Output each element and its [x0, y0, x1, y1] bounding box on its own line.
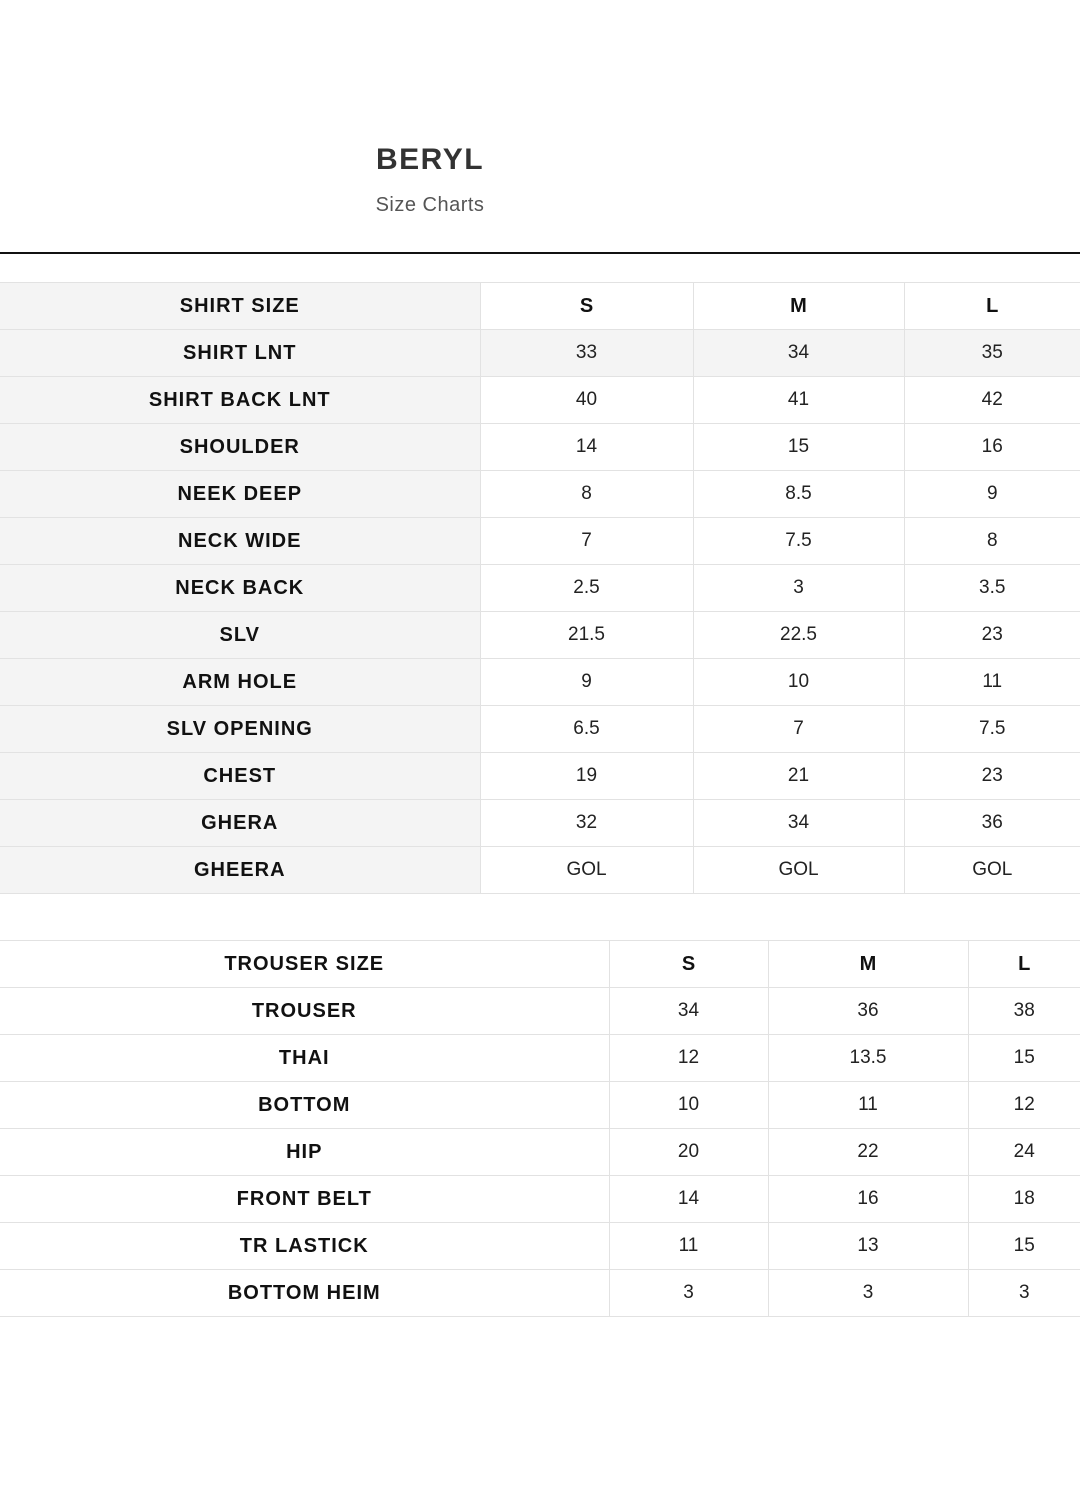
shirt-table-row	[0, 706, 1080, 753]
trouser-row-label: BOTTOM HEIM	[0, 1270, 609, 1317]
trouser-table-row	[0, 988, 1080, 1035]
shirt-measurement-cell: 3	[693, 565, 904, 612]
shirt-measurement-cell: 7.5	[904, 706, 1080, 753]
trouser-measurement-cell: 12	[609, 1035, 768, 1082]
trouser-measurement-cell: 13	[768, 1223, 968, 1270]
trouser-row-label: TR LASTICK	[0, 1223, 609, 1270]
shirt-size-header-s: S	[480, 283, 693, 330]
trouser-measurement-cell: 13.5	[768, 1035, 968, 1082]
trouser-table-row	[0, 1082, 1080, 1129]
shirt-measurement-cell: 2.5	[480, 565, 693, 612]
trouser-size-header-s: S	[609, 941, 768, 988]
trouser-row-label: THAI	[0, 1035, 609, 1082]
page-title: BERYL	[375, 143, 485, 176]
shirt-size-header-l: L	[904, 283, 1080, 330]
shirt-measurement-cell: 33	[480, 330, 693, 377]
shirt-measurement-cell: 41	[693, 377, 904, 424]
shirt-measurement-cell: 34	[693, 330, 904, 377]
shirt-measurement-cell: GOL	[693, 847, 904, 894]
trouser-measurement-cell: 22	[768, 1129, 968, 1176]
shirt-measurement-cell: 34	[693, 800, 904, 847]
shirt-measurement-cell: 6.5	[480, 706, 693, 753]
trouser-measurement-cell: 11	[609, 1223, 768, 1270]
shirt-table-row	[0, 565, 1080, 612]
trouser-measurement-cell: 34	[609, 988, 768, 1035]
shirt-row-label: CHEST	[0, 753, 480, 800]
trouser-measurement-cell: 3	[968, 1270, 1080, 1317]
page-subtitle: Size Charts	[375, 194, 485, 216]
trouser-size-table	[0, 940, 1080, 1317]
shirt-measurement-cell: 21.5	[480, 612, 693, 659]
shirt-measurement-cell: GOL	[904, 847, 1080, 894]
shirt-measurement-cell: 7	[693, 706, 904, 753]
shirt-table-row	[0, 424, 1080, 471]
trouser-table-row	[0, 1223, 1080, 1270]
shirt-row-label: NEEK DEEP	[0, 471, 480, 518]
trouser-measurement-cell: 3	[609, 1270, 768, 1317]
shirt-table-row	[0, 847, 1080, 894]
shirt-measurement-cell: 9	[904, 471, 1080, 518]
shirt-measurement-cell: GOL	[480, 847, 693, 894]
shirt-measurement-cell: 14	[480, 424, 693, 471]
trouser-size-header-l: L	[968, 941, 1080, 988]
shirt-measurement-cell: 21	[693, 753, 904, 800]
shirt-row-label: NECK BACK	[0, 565, 480, 612]
shirt-measurement-cell: 23	[904, 753, 1080, 800]
trouser-table-row	[0, 1035, 1080, 1082]
trouser-measurement-cell: 3	[768, 1270, 968, 1317]
shirt-size-label: SHIRT SIZE	[0, 283, 480, 330]
shirt-measurement-cell: 8	[480, 471, 693, 518]
trouser-size-label: TROUSER SIZE	[0, 941, 609, 988]
shirt-row-label: NECK WIDE	[0, 518, 480, 565]
shirt-row-label: SLV	[0, 612, 480, 659]
shirt-row-label: ARM HOLE	[0, 659, 480, 706]
trouser-measurement-cell: 36	[768, 988, 968, 1035]
shirt-measurement-cell: 15	[693, 424, 904, 471]
trouser-size-header-m: M	[768, 941, 968, 988]
shirt-measurement-cell: 36	[904, 800, 1080, 847]
trouser-header-row	[0, 941, 1080, 988]
shirt-measurement-cell: 10	[693, 659, 904, 706]
shirt-measurement-cell: 3.5	[904, 565, 1080, 612]
shirt-table-row	[0, 659, 1080, 706]
shirt-row-label: SHIRT BACK LNT	[0, 377, 480, 424]
shirt-measurement-cell: 22.5	[693, 612, 904, 659]
trouser-measurement-cell: 38	[968, 988, 1080, 1035]
shirt-row-label: SLV OPENING	[0, 706, 480, 753]
shirt-table-row	[0, 800, 1080, 847]
shirt-row-label: GHERA	[0, 800, 480, 847]
trouser-measurement-cell: 20	[609, 1129, 768, 1176]
shirt-table-row	[0, 518, 1080, 565]
trouser-row-label: TROUSER	[0, 988, 609, 1035]
shirt-measurement-cell: 9	[480, 659, 693, 706]
trouser-measurement-cell: 15	[968, 1223, 1080, 1270]
trouser-table-row	[0, 1270, 1080, 1317]
trouser-row-label: BOTTOM	[0, 1082, 609, 1129]
shirt-measurement-cell: 35	[904, 330, 1080, 377]
trouser-row-label: FRONT BELT	[0, 1176, 609, 1223]
shirt-measurement-cell: 7	[480, 518, 693, 565]
trouser-measurement-cell: 16	[768, 1176, 968, 1223]
shirt-table-row	[0, 753, 1080, 800]
trouser-measurement-cell: 10	[609, 1082, 768, 1129]
trouser-row-label: HIP	[0, 1129, 609, 1176]
shirt-table-row	[0, 330, 1080, 377]
shirt-measurement-cell: 11	[904, 659, 1080, 706]
shirt-table-row	[0, 377, 1080, 424]
shirt-measurement-cell: 7.5	[693, 518, 904, 565]
trouser-measurement-cell: 18	[968, 1176, 1080, 1223]
shirt-table-row	[0, 612, 1080, 659]
shirt-size-header-m: M	[693, 283, 904, 330]
shirt-table-row	[0, 471, 1080, 518]
shirt-measurement-cell: 19	[480, 753, 693, 800]
trouser-table-row	[0, 1176, 1080, 1223]
trouser-measurement-cell: 11	[768, 1082, 968, 1129]
trouser-measurement-cell: 14	[609, 1176, 768, 1223]
trouser-measurement-cell: 12	[968, 1082, 1080, 1129]
shirt-measurement-cell: 40	[480, 377, 693, 424]
shirt-row-label: GHEERA	[0, 847, 480, 894]
shirt-measurement-cell: 16	[904, 424, 1080, 471]
shirt-measurement-cell: 42	[904, 377, 1080, 424]
shirt-measurement-cell: 8.5	[693, 471, 904, 518]
page-header	[0, 0, 1080, 254]
trouser-measurement-cell: 15	[968, 1035, 1080, 1082]
shirt-row-label: SHIRT LNT	[0, 330, 480, 377]
trouser-measurement-cell: 24	[968, 1129, 1080, 1176]
trouser-table-row	[0, 1129, 1080, 1176]
shirt-size-table	[0, 282, 1080, 894]
shirt-measurement-cell: 8	[904, 518, 1080, 565]
shirt-measurement-cell: 23	[904, 612, 1080, 659]
shirt-header-row	[0, 283, 1080, 330]
shirt-measurement-cell: 32	[480, 800, 693, 847]
shirt-row-label: SHOULDER	[0, 424, 480, 471]
